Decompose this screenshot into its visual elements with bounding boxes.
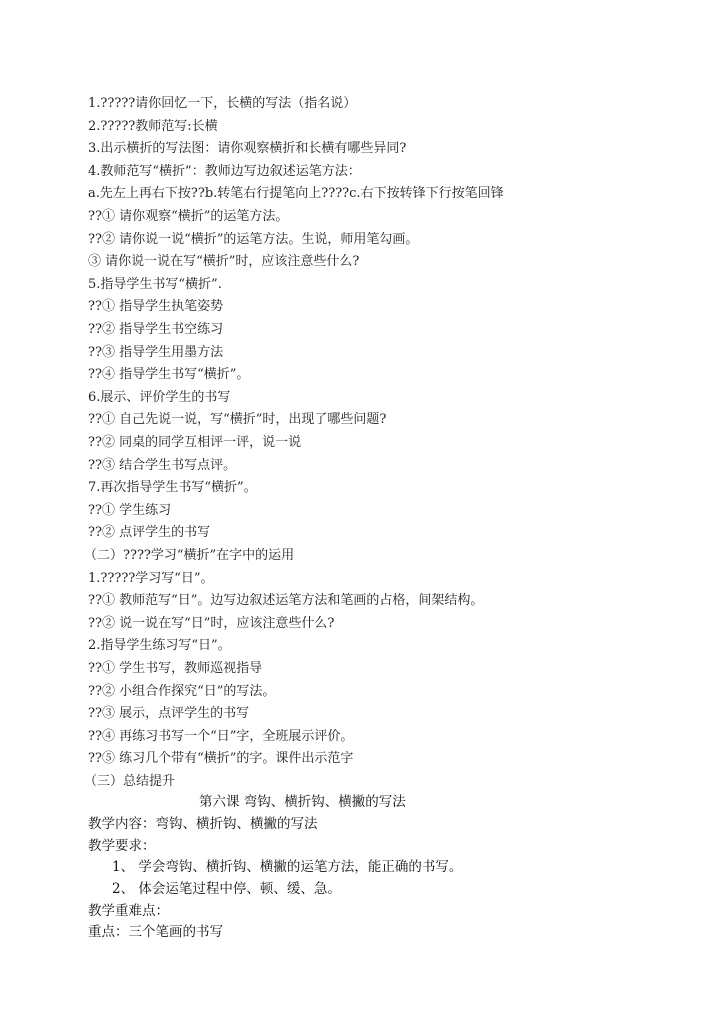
text-line: a.先左上再右下按??b.转笔右行提笔向上????c.右下按转锋下行按笔回锋 — [88, 186, 504, 202]
text-line: （三）总结提升 — [84, 774, 176, 789]
text-line: ??③ 展示，点评学生的书写 — [88, 706, 250, 722]
text-line: 5.指导学生书写“横折”. — [88, 276, 222, 292]
text-line: ??② 点评学生的书写 — [88, 525, 211, 541]
text-line: 6.展示、评价学生的书写 — [88, 389, 231, 405]
text-line: ??② 说一说在写“日”时，应该注意些什么? — [88, 615, 335, 631]
text-line: ??① 学生练习 — [88, 502, 172, 518]
text-line: ③ 请你说一说在写“横折”时，应该注意些什么? — [88, 254, 360, 270]
text-line: ??④ 指导学生书写“横折”。 — [88, 367, 250, 383]
text-line: ??④ 再练习书写一个“日”字，全班展示评价。 — [88, 728, 354, 744]
lesson-title: 第六课 弯钩、横折钩、横撇的写法 — [199, 794, 406, 810]
text-line: ??② 同桌的同学互相评一评，说一说 — [88, 435, 302, 450]
text-line: 3.出示横折的写法图：请你观察横折和长横有哪些异同? — [88, 141, 407, 157]
text-line: 4.教师范写“横折”：教师边写边叙述运笔方法： — [88, 163, 361, 179]
text-line: 2、 体会运笔过程中停、顿、缓、急。 — [112, 881, 341, 897]
text-line: ??⑤ 练习几个带有“横折”的字。课件出示范字 — [88, 751, 354, 767]
text-line: 教学要求： — [88, 838, 156, 854]
text-line: 2.?????教师范写:长横 — [88, 118, 218, 134]
text-line: ??① 请你观察“横折”的运笔方法。 — [88, 209, 289, 224]
text-line: ??② 请你说一说“横折”的运笔方法。生说，师用笔勾画。 — [88, 231, 419, 247]
text-line: 1.?????请你回忆一下，长横的写法（指名说） — [88, 96, 357, 111]
text-line: ??② 小组合作探究“日”的写法。 — [88, 683, 276, 699]
text-line: 重点：三个笔画的书写 — [88, 924, 223, 940]
text-line: ??① 学生书写，教师巡视指导 — [88, 661, 263, 676]
text-line: 教学内容：弯钩、横折钩、横撇的写法 — [88, 816, 318, 832]
text-line: ??③ 指导学生用墨方法 — [88, 344, 224, 360]
text-line: ??① 指导学生执笔姿势 — [88, 299, 224, 315]
text-line: ??① 教师范写“日”。边写边叙述运笔方法和笔画的占格，间架结构。 — [88, 593, 484, 609]
text-line: 7.再次指导学生书写“横折”。 — [88, 480, 257, 496]
text-line: 1、 学会弯钩、横折钩、横撇的运笔方法，能正确的书写。 — [112, 859, 463, 875]
text-line: ??③ 结合学生书写点评。 — [88, 457, 237, 473]
text-line: 1.?????学习写“日”。 — [88, 570, 214, 586]
text-line: 2.指导学生练习写“日”。 — [88, 638, 231, 654]
text-line: ??① 自己先说一说，写“横折”时，出现了哪些问题? — [88, 412, 387, 428]
text-line: 教学重难点： — [88, 903, 169, 919]
text-line: ??② 指导学生书空练习 — [88, 322, 224, 337]
text-line: （二）????学习“横折”在字中的运用 — [84, 548, 295, 563]
